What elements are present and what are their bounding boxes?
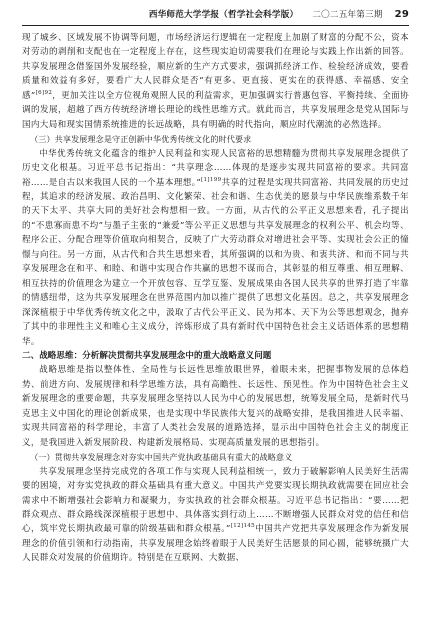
- issue-label: 二〇二五年第三期: [312, 10, 383, 20]
- paragraph: [22, 465, 409, 566]
- paragraph-text-continued: ，更加关注以全方位视角观照人民的利益需求，更加强调实行普惠包容、平衡持续、全面协调的发展，超越了西方传统经济增长理论的线性思维方式。就此而言，共享发展理念是党从国际与国内大局和现实国情系统推进的长远战略，具有明确的时代指向，顺应时代潮流的必然选择。: [22, 90, 409, 130]
- section-heading: 二、战略思维：分析解决贯彻共享发展理念中的重大战略意义问题: [22, 350, 272, 361]
- page-number: 29: [394, 9, 409, 20]
- paragraph: [22, 363, 409, 450]
- paragraph-text-continued: 共享的过程是实现共同富裕、共同发展的历史过程，其追求的经济发展、政治昌明、文化繁荣、社会和谐、生态优美的愿景与中华民族维系数千年的天下太平、共享大同的美好社会构想相一致。一方面，从古代的公平正义思想来看，孔子提出的“不患寡而患不均”与墨子主张的“兼爱”等公平正义思想与共享发展理念的权利公平、机会均等、程序公正、分配合理等价值取向相契合，反映了广大劳动群众对增进社会平等、实现社会公正的憧憬与向往。另一方面，从古代和合共生思想来看，其所强调的以和为贵、和衷共济、和而不同与共享发展理念在和平、和睦、和谐中实现合作共赢的思想不谋而合，其彰显的相互尊重、相互理解、相互扶持的价值理念为建立一个开放包容、互学互鉴、发展成果由各国人民共享的世界打造了牢靠的情感纽带，这为共享发展理念在世界范围内加以推广提供了思想文化基因。总之，共享发展理念深深植根于中华优秀传统文化之中，汲取了古代公平正义、民为邦本、天下为公等思想观念，抛弃了其中的非理性主义和唯心主义成分，淬炼形成了具有新时代中国特色社会主义话语体系的思想精华。: [22, 177, 409, 347]
- journal-title: 西华师范大学学报（哲学社会科学版）: [148, 10, 299, 20]
- paragraph: [22, 31, 409, 132]
- citation-superscript: [12]145: [230, 523, 256, 530]
- paragraph-text: 共享发展理念坚持完成党的各项工作与实现人民利益相统一，致力于破解影响人民美好生活需要的困境，对夯实党执政的群众基础具有重大意义。中国共产党要实现长期执政就需要在回应社会需求中不断增强社会影响力和凝聚力，夯实执政的社会群众根基。习近平总书记指出：“要……把群众观点、群众路线深深植根于思想中、具体落实到行动上……不断增强人民群众对党的信任和信心，筑牢党长期执政最可靠的阶级基础和群众根基。”: [22, 466, 409, 535]
- paragraph-text: 现了城乡、区域发展不协调等问题，市场经济运行逻辑在一定程度上加剧了财富的分配不公，资本对劳动的剥削和支配也在一定程度上存在，这些现实迫切需要我们在理论与实践上作出新的回答。共享发展理念借鉴国外发展经验，顺应新的生产方式要求，强调抓经济工作、检验经济成效，要看质量和效益有多好，要看广大人民群众是否“有更多、更直接、更实在的获得感、幸福感、安全感”: [22, 33, 409, 101]
- paragraph: [22, 147, 409, 349]
- header-rule: [22, 25, 409, 26]
- paragraph-text: 中华优秀传统文化蕴含的维护人民利益和实现人民富裕的思想精髓为贯彻共享发展理念提供了历史文化根基。习近平总书记指出：“共享理念……体现的是逐步实现共同富裕的要求。共同富裕……是自古以来我国人民的一个基本理想。”: [22, 148, 409, 188]
- subsection-heading: （三）共享发展理念是守正创新中华优秀传统文化的时代要求: [30, 134, 252, 145]
- paragraph-text: 战略思维是指以整体性、全局性与长远性思维放眼世界，着眼未来，把握事物发展的总体趋势、前进方向、发展规律和科学思维方法，具有高瞻性、长远性、预见性。作为中国特色社会主义新发展理念的重要命题，共享发展理念坚持以人民为中心的发展思想，统筹发展全局，是新时代马克思主义中国化的理论创新成果，也是实现中华民族伟大复兴的战略安排，是我国推进人民幸福、实现共同富裕的科学理论，丰富了人类社会发展的道路选择，显示出中国特色社会主义的制度正义，是我国进入新发展阶段、构建新发展格局、实现高质量发展的思想指引。: [22, 365, 409, 448]
- article-body: [22, 31, 409, 625]
- paragraph-text-continued: 中国共产党把共享发展理念作为新发展理念的价值引领和行动指南，共享发展理念始终着眼于人民美好生活愿景的同心圆，能够统摄广大人民群众对发展的价值期许。特别是在互联网、大数据、: [22, 524, 409, 564]
- citation-superscript: [1]199: [201, 176, 222, 183]
- running-header: [22, 8, 409, 22]
- subsection-heading: （一）贯彻共享发展理念对夯实中国共产党执政基础具有重大的战略意义: [30, 452, 293, 463]
- citation-superscript: [6]92: [35, 89, 53, 96]
